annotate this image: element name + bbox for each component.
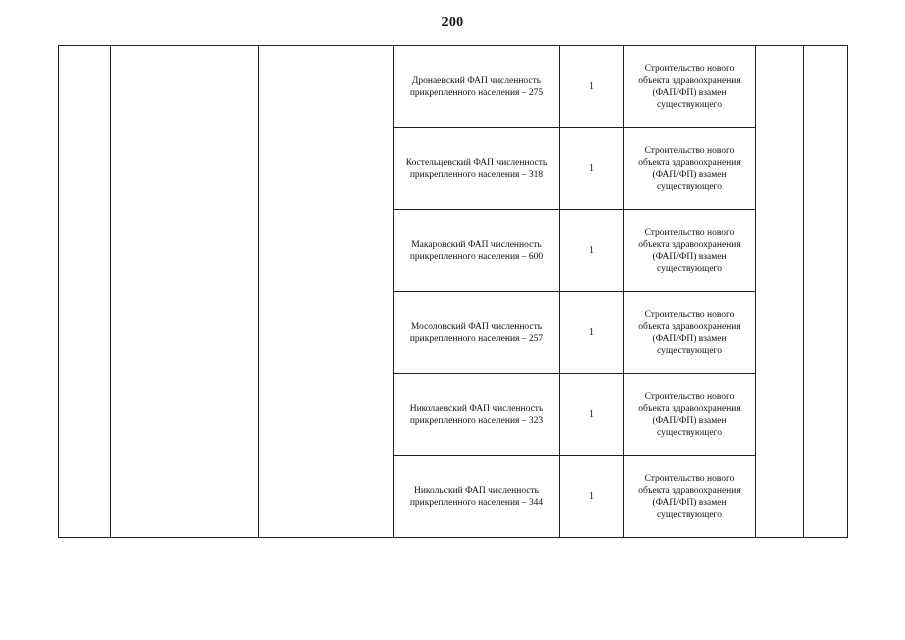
facility-cell: Николаевский ФАП численность прикрепленного населения – 323 bbox=[394, 374, 560, 456]
facility-cell: Мосоловский ФАП численность прикрепленного населения – 257 bbox=[394, 292, 560, 374]
action-cell: Строительство нового объекта здравоохранения (ФАП/ФП) взамен существующего bbox=[624, 456, 756, 538]
quantity-cell: 1 bbox=[560, 128, 624, 210]
action-cell: Строительство нового объекта здравоохранения (ФАП/ФП) взамен существующего bbox=[624, 292, 756, 374]
page-number: 200 bbox=[441, 15, 464, 30]
table-row bbox=[59, 46, 848, 128]
facilities-table bbox=[58, 45, 848, 538]
quantity-cell: 1 bbox=[560, 46, 624, 128]
quantity-cell: 1 bbox=[560, 210, 624, 292]
action-cell: Строительство нового объекта здравоохранения (ФАП/ФП) взамен существующего bbox=[624, 210, 756, 292]
empty-cell-col2 bbox=[111, 46, 259, 538]
empty-cell-col8 bbox=[804, 46, 848, 538]
empty-cell-col7 bbox=[756, 46, 804, 538]
empty-cell-col1 bbox=[59, 46, 111, 538]
action-cell: Строительство нового объекта здравоохранения (ФАП/ФП) взамен существующего bbox=[624, 46, 756, 128]
action-cell: Строительство нового объекта здравоохранения (ФАП/ФП) взамен существующего bbox=[624, 128, 756, 210]
facility-cell: Никольский ФАП численность прикрепленного населения – 344 bbox=[394, 456, 560, 538]
empty-cell-col3 bbox=[259, 46, 394, 538]
facility-cell: Костельцевский ФАП численность прикрепленного населения – 318 bbox=[394, 128, 560, 210]
action-cell: Строительство нового объекта здравоохранения (ФАП/ФП) взамен существующего bbox=[624, 374, 756, 456]
quantity-cell: 1 bbox=[560, 292, 624, 374]
facility-cell: Дронаевский ФАП численность прикрепленного населения – 275 bbox=[394, 46, 560, 128]
quantity-cell: 1 bbox=[560, 374, 624, 456]
quantity-cell: 1 bbox=[560, 456, 624, 538]
facility-cell: Макаровский ФАП численность прикрепленного населения – 600 bbox=[394, 210, 560, 292]
